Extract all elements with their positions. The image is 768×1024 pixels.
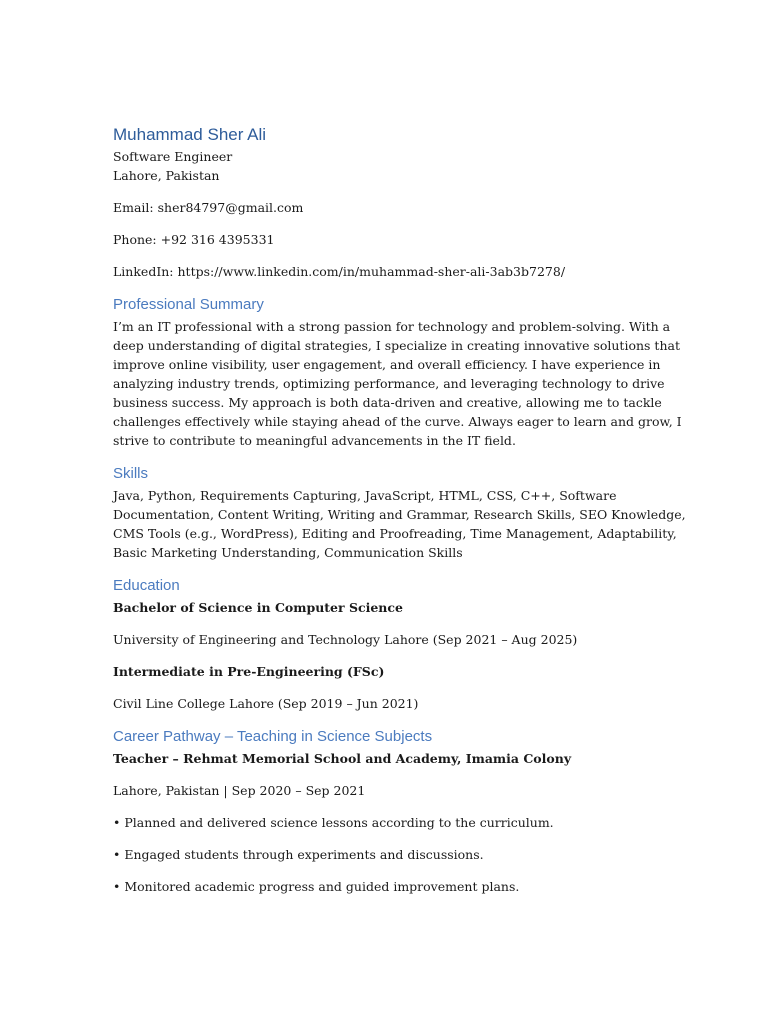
degree-title: Bachelor of Science in Computer Science <box>113 600 403 615</box>
institution-line: University of Engineering and Technology Lahore (Sep 2021 – Aug 2025) <box>113 632 578 647</box>
skills-text <box>113 486 686 562</box>
career-heading: Career Pathway – Teaching in Science Subjects <box>113 728 433 745</box>
role-location-dates: Lahore, Pakistan | Sep 2020 – Sep 2021 <box>113 783 366 798</box>
location: Lahore, Pakistan <box>113 168 220 183</box>
education-heading: Education <box>113 577 180 594</box>
institution-line: Civil Line College Lahore (Sep 2019 – Jun 2021) <box>113 696 419 711</box>
skills-line: CMS Tools (e.g., WordPress), Editing and Proofreading, Time Management, Adaptability, <box>113 526 677 541</box>
skills-heading: Skills <box>113 465 149 482</box>
career-bullet: • Engaged students through experiments and discussions. <box>113 847 484 862</box>
phone-line: Phone: +92 316 4395331 <box>113 232 275 247</box>
career-bullet: • Planned and delivered science lessons according to the curriculum. <box>113 815 554 830</box>
summary-line: strive to contribute to meaningful advancements in the IT field. <box>113 433 516 448</box>
candidate-name: Muhammad Sher Ali <box>113 125 267 144</box>
email-line: Email: sher84797@gmail.com <box>113 200 304 215</box>
skills-line: Basic Marketing Understanding, Communication Skills <box>113 545 463 560</box>
degree-title: Intermediate in Pre-Engineering (FSc) <box>113 664 385 679</box>
summary-text <box>113 317 682 450</box>
linkedin-line: LinkedIn: https://www.linkedin.com/in/muhammad-sher-ali-3ab3b7278/ <box>113 264 566 279</box>
summary-line: challenges effectively while staying ahead of the curve. Always eager to learn and grow, I <box>113 414 682 429</box>
skills-line: Documentation, Content Writing, Writing and Grammar, Research Skills, SEO Knowledge, <box>113 507 686 522</box>
role-title: Teacher – Rehmat Memorial School and Academy, Imamia Colony <box>113 751 572 766</box>
career-bullet: • Monitored academic progress and guided improvement plans. <box>113 879 520 894</box>
summary-line: business success. My approach is both data-driven and creative, allowing me to tackle <box>113 395 662 410</box>
summary-line: I’m an IT professional with a strong passion for technology and problem-solving. With a <box>113 319 671 334</box>
summary-line: deep understanding of digital strategies, I specialize in creating innovative solutions that <box>113 338 680 353</box>
resume-page <box>113 124 686 896</box>
skills-line: Java, Python, Requirements Capturing, JavaScript, HTML, CSS, C++, Software <box>113 488 617 503</box>
summary-heading: Professional Summary <box>113 296 264 313</box>
summary-line: improve online visibility, user engagement, and overall efficiency. I have experience in <box>113 357 661 372</box>
job-title: Software Engineer <box>113 149 233 164</box>
summary-line: analyzing industry trends, optimizing performance, and leveraging technology to drive <box>113 376 665 391</box>
